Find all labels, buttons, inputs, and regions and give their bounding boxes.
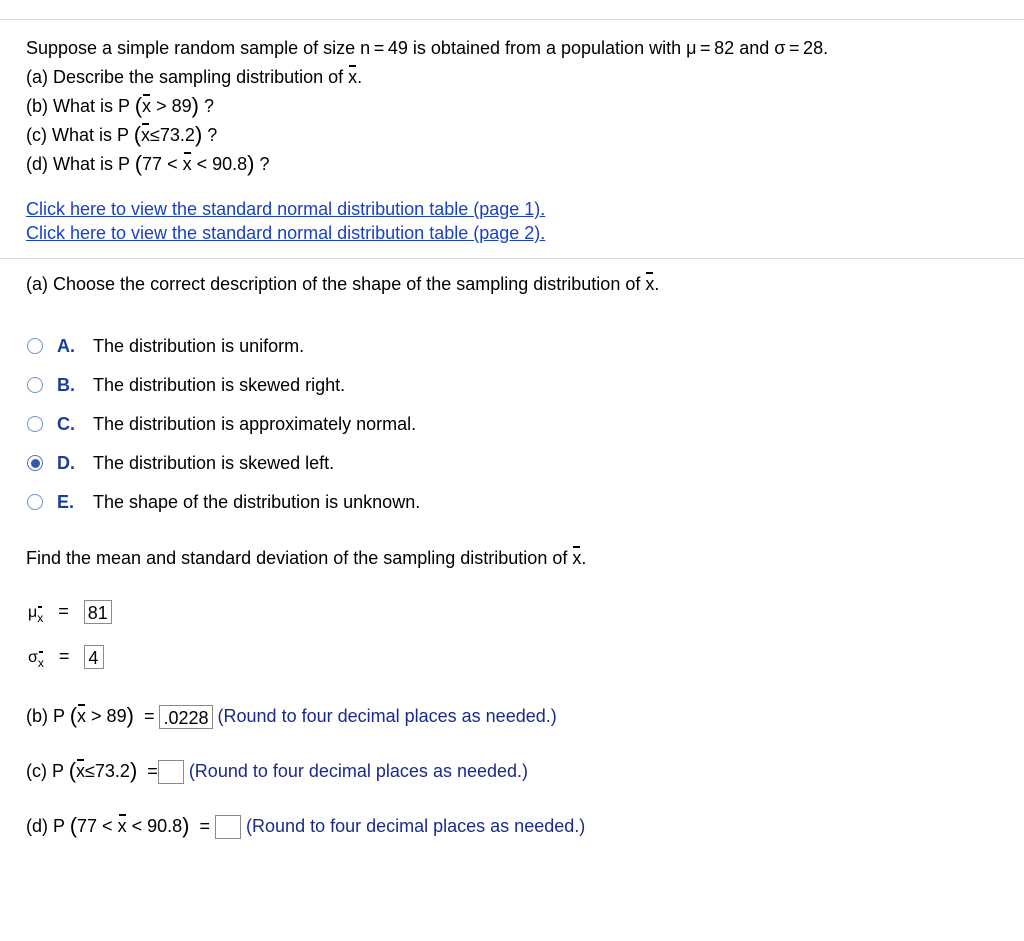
answer-d-row: (d) P (77 < x < 90.8) = (Round to four decimal places as needed.) (26, 813, 586, 838)
option-letter: D. (57, 452, 75, 473)
answer-b-input[interactable]: .0228 (159, 705, 212, 729)
option-text: The shape of the distribution is unknown. (93, 491, 421, 512)
option-text: The distribution is skewed left. (93, 452, 335, 473)
answer-d-input[interactable] (215, 815, 241, 839)
radio-button[interactable] (27, 377, 43, 393)
problem-part-d: (d) What is P (77 < x < 90.8) ? (26, 151, 270, 176)
problem-part-b: (b) What is P (x > 89) ? (26, 93, 214, 118)
table-page-1-link[interactable]: Click here to view the standard normal distribution table (page 1). (26, 199, 546, 219)
problem-part-a: (a) Describe the sampling distribution of x. (26, 67, 363, 87)
option-letter: A. (57, 335, 75, 356)
option-b[interactable] (27, 373, 345, 397)
mean-sd-prompt: Find the mean and standard deviation of the sampling distribution of x. (26, 548, 587, 568)
option-e[interactable] (27, 490, 420, 514)
sigma-symbol: σ (28, 649, 38, 666)
section-divider (0, 258, 1024, 259)
option-c[interactable] (27, 412, 416, 436)
problem-part-c: (c) What is P (x≤73.2) ? (26, 122, 218, 147)
radio-button[interactable] (27, 416, 43, 432)
answer-c-input[interactable] (158, 760, 184, 784)
round-hint: (Round to four decimal places as needed.) (246, 816, 586, 836)
question-a-prompt: (a) Choose the correct description of the shape of the sampling distribution of x. (26, 274, 660, 294)
table-page-2-link[interactable]: Click here to view the standard normal distribution table (page 2). (26, 223, 546, 243)
option-d[interactable] (27, 451, 334, 475)
option-letter: E. (57, 491, 75, 512)
radio-button-selected[interactable] (27, 455, 43, 471)
mean-row: μx = 81 (28, 600, 112, 624)
sd-input[interactable]: 4 (84, 645, 104, 669)
option-letter: B. (57, 374, 75, 395)
option-text: The distribution is approximately normal. (93, 413, 417, 434)
option-text: The distribution is uniform. (93, 335, 305, 356)
mean-input[interactable]: 81 (84, 600, 112, 624)
sd-row: σx = 4 (28, 645, 104, 669)
answer-c-row: (c) P (x≤73.2) = (Round to four decimal places as needed.) (26, 758, 529, 783)
option-a[interactable] (27, 334, 304, 358)
mu-symbol: μ (28, 604, 38, 621)
option-text: The distribution is skewed right. (93, 374, 346, 395)
radio-button[interactable] (27, 494, 43, 510)
option-letter: C. (57, 413, 75, 434)
round-hint: (Round to four decimal places as needed.) (188, 761, 529, 781)
answer-b-row: (b) P (x > 89) = .0228 (Round to four decimal places as needed.) (26, 703, 557, 729)
problem-intro: Suppose a simple random sample of size n = 49 is obtained from a population with μ = 82 and σ = 28. (26, 38, 829, 58)
top-divider (0, 19, 1024, 20)
round-hint: (Round to four decimal places as needed.) (217, 706, 557, 726)
radio-button[interactable] (27, 338, 43, 354)
